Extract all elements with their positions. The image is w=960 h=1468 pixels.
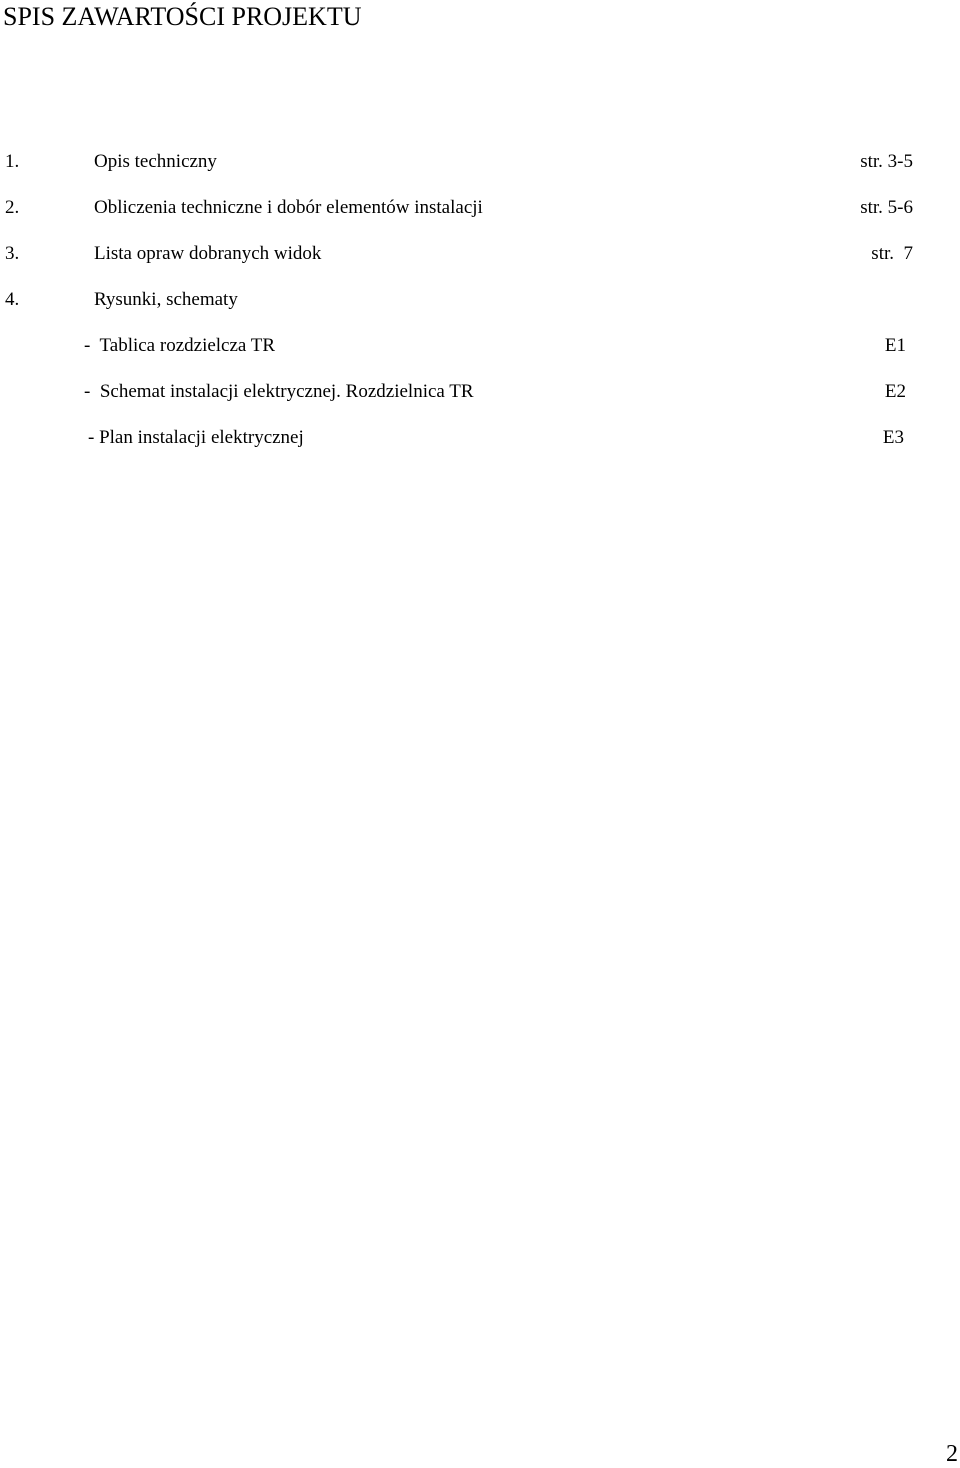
drawing-item-3 — [0, 426, 960, 450]
toc-item-number: 2. — [5, 197, 20, 218]
toc-item-label: Obliczenia techniczne i dobór elementów instalacji — [94, 197, 483, 218]
document-title: SPIS ZAWARTOŚCI PROJEKTU — [3, 2, 362, 31]
toc-item-1 — [0, 150, 960, 174]
toc-item-number: 1. — [5, 151, 20, 172]
toc-item-label: Opis techniczny — [94, 151, 217, 172]
toc-item-label: Lista opraw dobranych widok — [94, 243, 322, 264]
drawing-item-code: E1 — [884, 335, 906, 356]
drawing-item-label: - Tablica rozdzielcza TR — [84, 335, 276, 356]
toc-item-page: str. 7 — [871, 243, 913, 264]
page-number: 2 — [946, 1441, 958, 1467]
toc-item-page: str. 3-5 — [860, 151, 913, 172]
toc-item-3 — [0, 242, 960, 266]
drawing-item-2 — [0, 380, 960, 404]
drawing-item-code: E2 — [884, 381, 906, 402]
toc-item-2 — [0, 196, 960, 220]
drawing-item-label: - Schemat instalacji elektrycznej. Rozdzielnica TR — [84, 381, 474, 402]
drawing-item-label: - Plan instalacji elektrycznej — [88, 427, 304, 448]
toc-item-page: str. 5-6 — [860, 197, 913, 218]
toc-item-number: 3. — [5, 243, 20, 264]
toc-item-4 — [0, 288, 960, 312]
toc-item-label: Rysunki, schematy — [94, 289, 238, 310]
drawing-item-code: E3 — [882, 427, 904, 448]
toc-item-number: 4. — [5, 289, 20, 310]
drawing-item-1 — [0, 334, 960, 358]
